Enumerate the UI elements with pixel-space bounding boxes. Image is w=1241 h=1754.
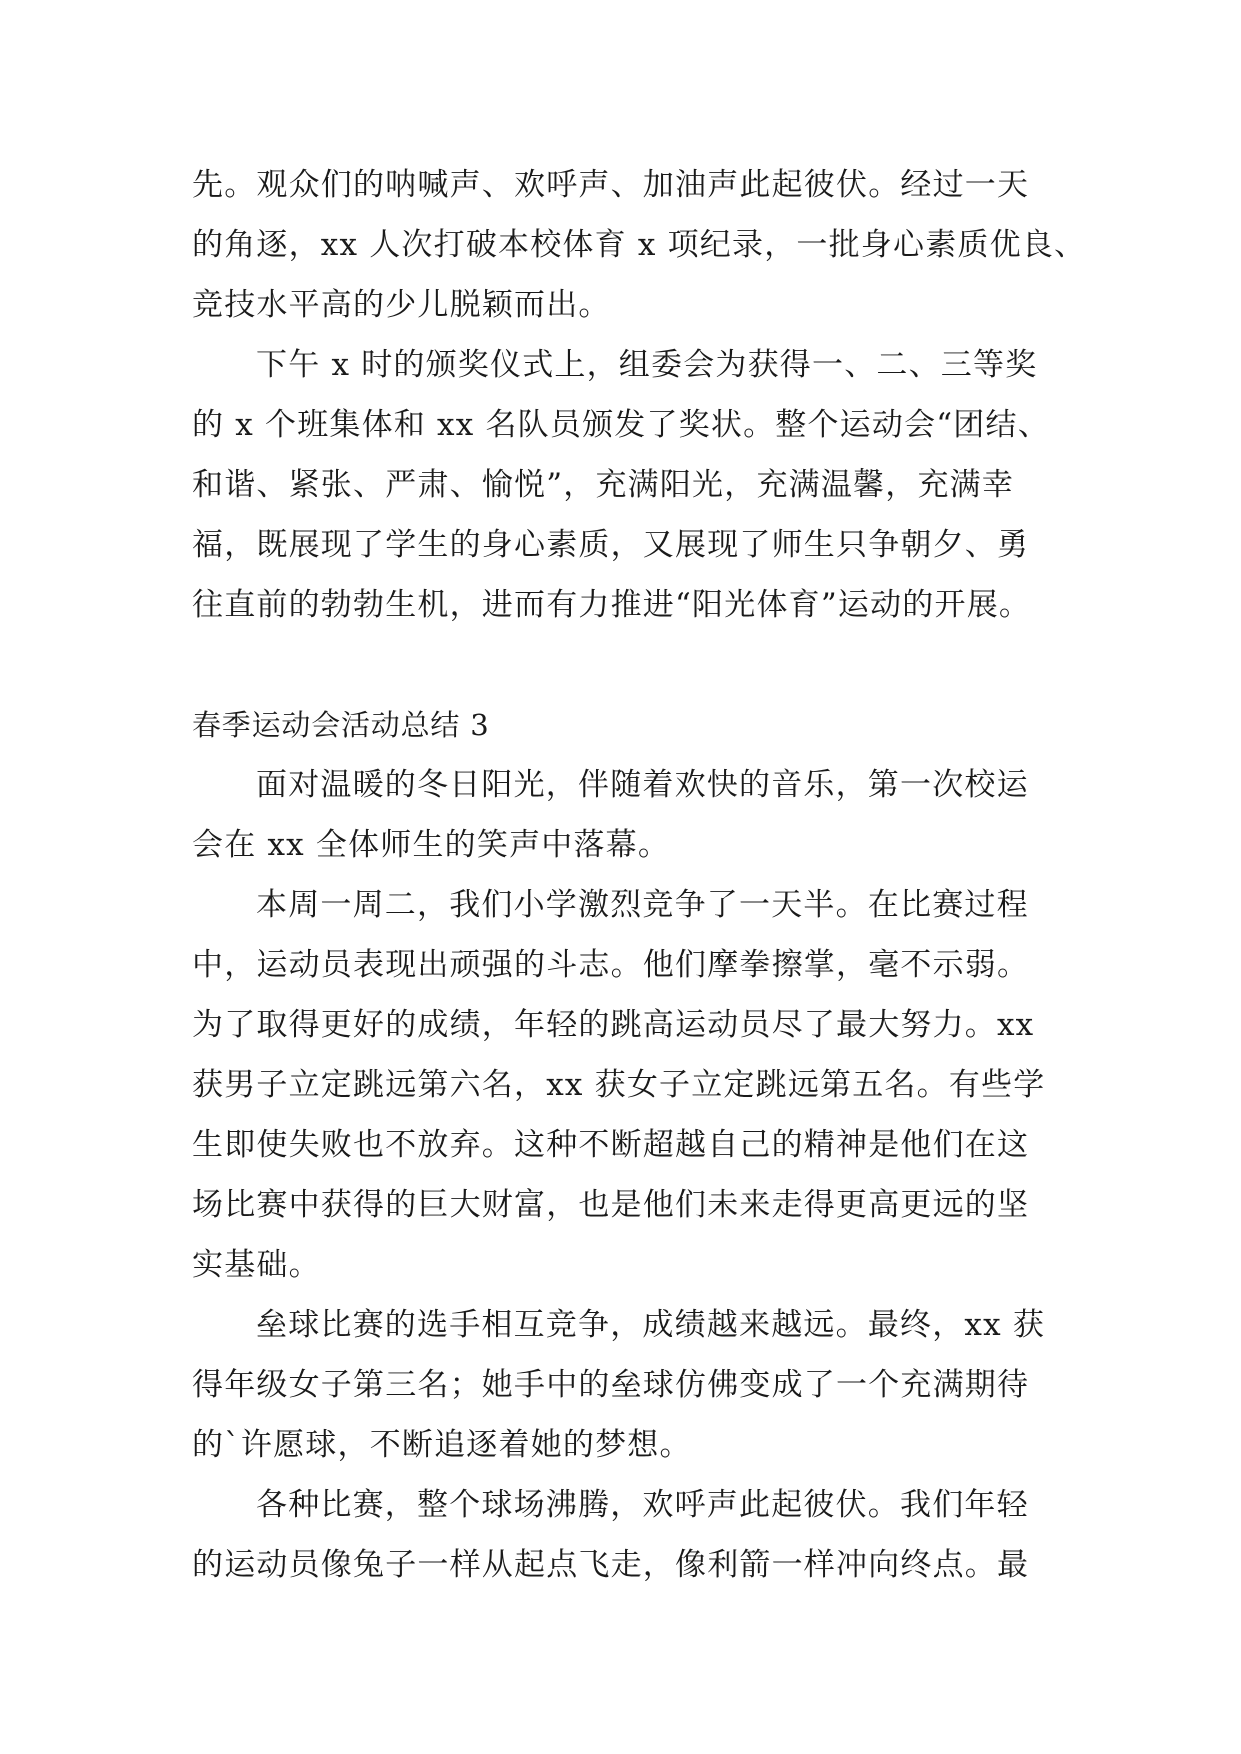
document-body — [192, 155, 1087, 1595]
text-line: 先。观众们的呐喊声、欢呼声、加油声此起彼伏。经过一天 — [192, 167, 1030, 203]
text-line: 垒球比赛的选手相互竞争，成绩越来越远。最终，xx 获 — [256, 1307, 1046, 1343]
paragraph — [192, 1475, 1052, 1595]
text-line: 往直前的勃勃生机，进而有力推进“阳光体育”运动的开展。 — [192, 587, 1032, 623]
text-line: 获男子立定跳远第六名，xx 获女子立定跳远第五名。有些学 — [192, 1067, 1046, 1103]
text-line: 会在 xx 全体师生的笑声中落幕。 — [192, 827, 671, 863]
paragraph — [192, 335, 1052, 635]
text-line: 的`许愿球，不断追逐着她的梦想。 — [192, 1427, 692, 1463]
text-line: 生即使失败也不放弃。这种不断超越自己的精神是他们在这 — [192, 1127, 1030, 1163]
text-line: 的角逐，xx 人次打破本校体育 x 项纪录，一批身心素质优良、 — [192, 227, 1087, 263]
paragraph — [192, 875, 1052, 1295]
paragraph — [192, 1295, 1052, 1475]
text-line: 各种比赛，整个球场沸腾，欢呼声此起彼伏。我们年轻 — [256, 1487, 1029, 1523]
text-line: 的运动员像兔子一样从起点飞走，像利箭一样冲向终点。最 — [192, 1547, 1030, 1583]
section-heading: 春季运动会活动总结 3 — [192, 708, 490, 742]
text-line: 竞技水平高的少儿脱颖而出。 — [192, 287, 611, 323]
text-line: 为了取得更好的成绩，年轻的跳高运动员尽了最大努力。xx — [192, 1007, 1035, 1043]
text-line: 面对温暖的冬日阳光，伴随着欢快的音乐，第一次校运 — [256, 767, 1029, 803]
text-line: 福，既展现了学生的身心素质，又展现了师生只争朝夕、勇 — [192, 527, 1030, 563]
text-line: 和谐、紧张、严肃、愉悦”，充满阳光，充满温馨，充满幸 — [192, 467, 1015, 503]
paragraph — [192, 755, 1052, 875]
text-line: 本周一周二，我们小学激烈竞争了一天半。在比赛过程 — [256, 887, 1029, 923]
text-line: 场比赛中获得的巨大财富，也是他们未来走得更高更远的坚 — [192, 1187, 1030, 1223]
text-line: 得年级女子第三名；她手中的垒球仿佛变成了一个充满期待 — [192, 1367, 1030, 1403]
text-line: 实基础。 — [192, 1247, 321, 1283]
paragraph — [192, 155, 1087, 335]
text-line: 的 x 个班集体和 xx 名队员颁发了奖状。整个运动会“团结、 — [192, 407, 1050, 443]
text-line: 中，运动员表现出顽强的斗志。他们摩拳擦掌，毫不示弱。 — [192, 947, 1030, 983]
text-line: 下午 x 时的颁奖仪式上，组委会为获得一、二、三等奖 — [256, 347, 1038, 383]
